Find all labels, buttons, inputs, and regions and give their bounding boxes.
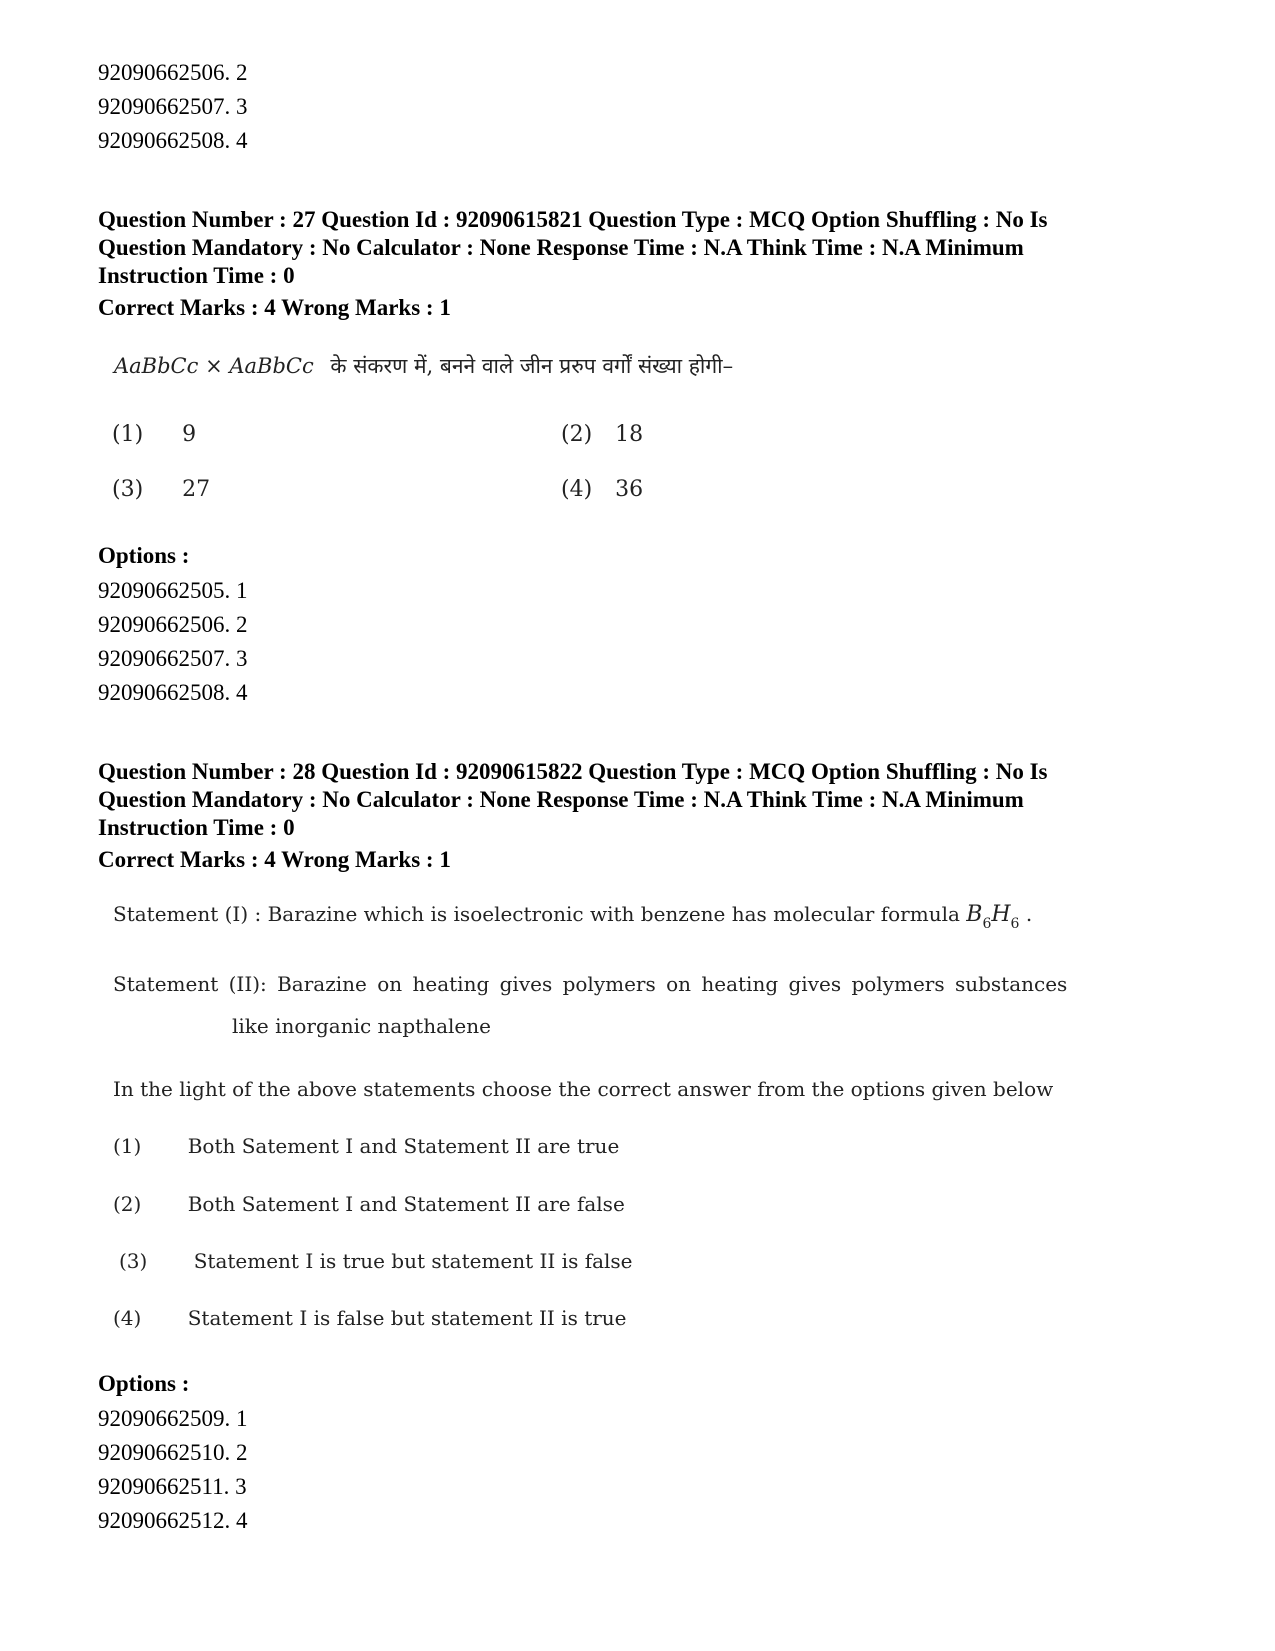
option-row — [98, 642, 248, 676]
question-header — [98, 758, 1188, 842]
choice — [561, 477, 643, 502]
choice-text: 18 — [615, 422, 644, 447]
option-row — [98, 124, 248, 158]
choice-text: 36 — [615, 477, 644, 502]
question-header-line: Question Mandatory : No Calculator : None Response Time : N.A Think Time : N.A Minimum — [98, 235, 1024, 260]
option-id: 92090662510. — [98, 1440, 231, 1465]
option-row — [98, 56, 248, 90]
choice-text: 27 — [182, 477, 211, 502]
option-id: 92090662507. — [98, 94, 231, 119]
option-id: 92090662512. — [98, 1508, 231, 1533]
choice-number: (4) — [561, 477, 593, 502]
option-id: 92090662508. — [98, 128, 231, 153]
choice-text: Statement I is false but statement II is true — [187, 1306, 627, 1330]
choice — [113, 1306, 627, 1330]
option-id: 92090662507. — [98, 646, 231, 671]
choice — [113, 1134, 619, 1158]
choice-number: (3) — [119, 1249, 148, 1273]
question-header-line: Question Number : 28 Question Id : 92090615822 Question Type : MCQ Option Shuffling : No Is — [98, 759, 1048, 784]
option-value: 2 — [236, 60, 248, 85]
statement-one — [113, 902, 1033, 932]
option-row — [98, 1504, 248, 1538]
formula-h-subscript: 6 — [1010, 916, 1020, 932]
marks-line: Correct Marks : 4 Wrong Marks : 1 — [98, 847, 451, 872]
choice — [112, 477, 210, 502]
choice-number: (2) — [113, 1192, 142, 1216]
option-value: 4 — [236, 680, 248, 705]
option-row — [98, 1470, 247, 1504]
question-header-line: Instruction Time : 0 — [98, 263, 295, 288]
choice-number: (2) — [561, 422, 593, 447]
choice-text: 9 — [182, 422, 197, 447]
formula-b: B — [966, 902, 983, 927]
instruction-text: In the light of the above statements choose the correct answer from the options given below — [113, 1077, 1054, 1101]
statement-one-end: . — [1025, 902, 1033, 926]
choice-number: (1) — [112, 422, 144, 447]
choice-number: (1) — [113, 1134, 142, 1158]
option-row — [98, 1402, 248, 1436]
option-row — [98, 574, 248, 608]
option-value: 3 — [236, 646, 248, 671]
question-header-line: Question Mandatory : No Calculator : None Response Time : N.A Think Time : N.A Minimum — [98, 787, 1024, 812]
formula-h: H — [991, 902, 1011, 927]
statement-two-line2: like inorganic napthalene — [232, 1014, 491, 1038]
option-id: 92090662506. — [98, 612, 231, 637]
statement-two-line1: Statement (II): Barazine on heating gives polymers on heating gives polymers substances — [113, 972, 1068, 996]
option-row — [98, 1436, 248, 1470]
cross-formula: AaBbCc × AaBbCc — [114, 354, 314, 378]
option-value: 3 — [236, 94, 248, 119]
question-stem — [114, 352, 733, 380]
formula-b-subscript: 6 — [982, 916, 992, 932]
choice — [561, 422, 643, 447]
option-value: 4 — [236, 128, 248, 153]
option-row — [98, 676, 248, 710]
choice-text: Both Satement I and Statement II are false — [187, 1192, 625, 1216]
choice — [113, 1192, 625, 1216]
option-value: 3 — [235, 1474, 247, 1499]
option-row — [98, 608, 248, 642]
option-id: 92090662506. — [98, 60, 231, 85]
option-id: 92090662508. — [98, 680, 231, 705]
choice-text: Statement I is true but statement II is false — [193, 1249, 633, 1273]
question-header — [98, 206, 1188, 290]
statement-one-text: Statement (I) : Barazine which is isoelectronic with benzene has molecular formula — [113, 902, 960, 926]
option-id: 92090662511. — [98, 1474, 230, 1499]
stem-text: के संकरण में, बनने वाले जीन प्ररुप वर्गों संख्या होगी– — [330, 354, 734, 378]
options-label: Options : — [98, 543, 190, 568]
option-id: 92090662505. — [98, 578, 231, 603]
options-label: Options : — [98, 1371, 190, 1396]
choice-text: Both Satement I and Statement II are true — [187, 1134, 620, 1158]
option-id: 92090662509. — [98, 1406, 231, 1431]
option-value: 1 — [236, 578, 248, 603]
option-value: 2 — [236, 612, 248, 637]
question-header-line: Question Number : 27 Question Id : 92090615821 Question Type : MCQ Option Shuffling : No Is — [98, 207, 1048, 232]
question-header-line: Instruction Time : 0 — [98, 815, 295, 840]
choice — [112, 422, 196, 447]
choice — [119, 1249, 633, 1273]
option-row — [98, 90, 248, 124]
marks-line: Correct Marks : 4 Wrong Marks : 1 — [98, 295, 451, 320]
option-value: 2 — [236, 1440, 248, 1465]
option-value: 4 — [236, 1508, 248, 1533]
option-value: 1 — [236, 1406, 248, 1431]
choice-number: (4) — [113, 1306, 142, 1330]
choice-number: (3) — [112, 477, 144, 502]
